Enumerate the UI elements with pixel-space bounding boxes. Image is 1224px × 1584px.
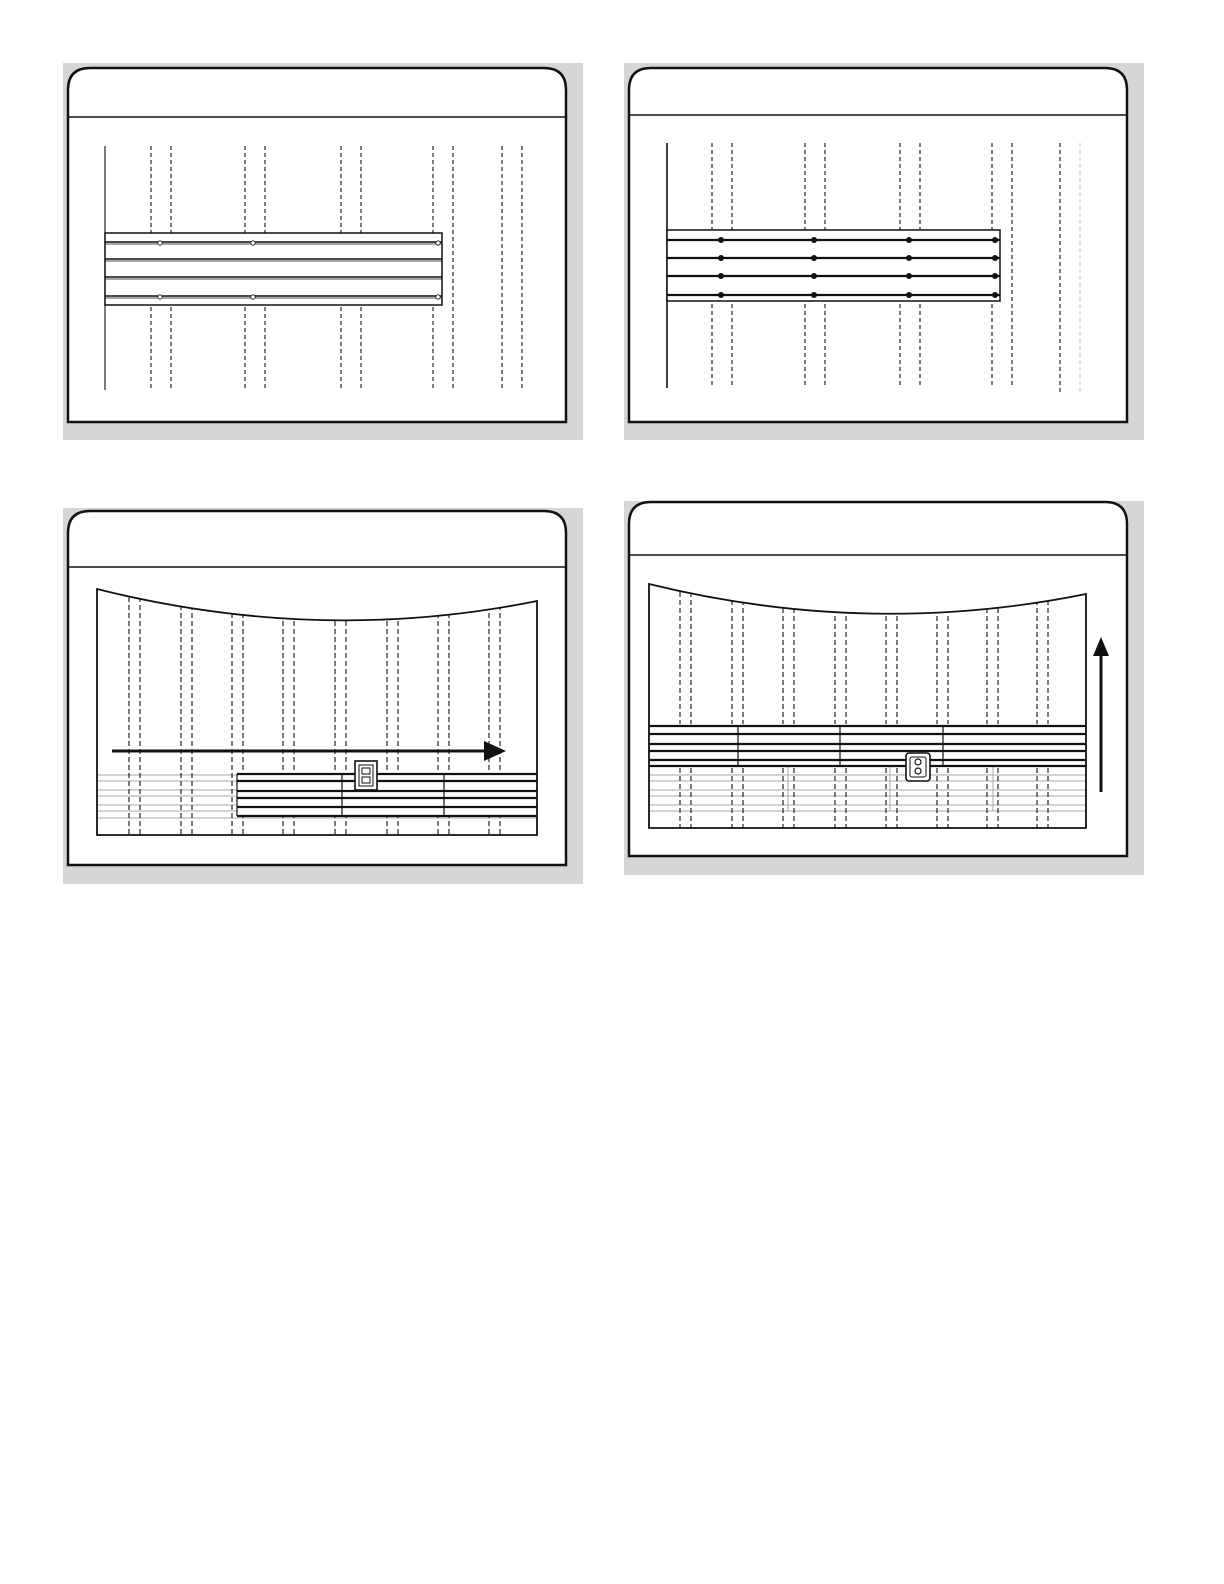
strip-courses	[649, 724, 1086, 766]
fastener	[906, 237, 912, 243]
panel-3-drawing	[60, 505, 586, 887]
fastener	[811, 255, 817, 261]
panel-1	[60, 60, 586, 443]
fastener-mark	[158, 241, 162, 245]
fastener	[718, 292, 724, 298]
fastener	[992, 237, 998, 243]
fastener	[906, 273, 912, 279]
strip-courses	[237, 773, 537, 817]
panel-1-drawing	[60, 60, 586, 443]
fastener-mark	[436, 241, 440, 245]
panel-2-drawing	[621, 60, 1147, 443]
fastener	[811, 292, 817, 298]
fastener	[906, 292, 912, 298]
fastener	[992, 273, 998, 279]
fastener	[992, 292, 998, 298]
fastener	[811, 273, 817, 279]
fastener-mark	[251, 241, 255, 245]
strip-block	[105, 233, 442, 305]
fastener-mark	[158, 295, 162, 299]
fastener	[992, 255, 998, 261]
panel-3	[60, 505, 586, 887]
fastener	[718, 273, 724, 279]
electrical-box	[355, 761, 377, 790]
fastener	[906, 255, 912, 261]
panel-4-drawing	[621, 498, 1147, 878]
strip-block	[667, 230, 1000, 301]
fastener	[811, 237, 817, 243]
panel-2	[621, 60, 1147, 443]
electrical-box	[906, 753, 930, 781]
fastener-mark	[251, 295, 255, 299]
fastener	[718, 255, 724, 261]
panel-4	[621, 498, 1147, 878]
fastener	[718, 237, 724, 243]
fastener-mark	[436, 295, 440, 299]
